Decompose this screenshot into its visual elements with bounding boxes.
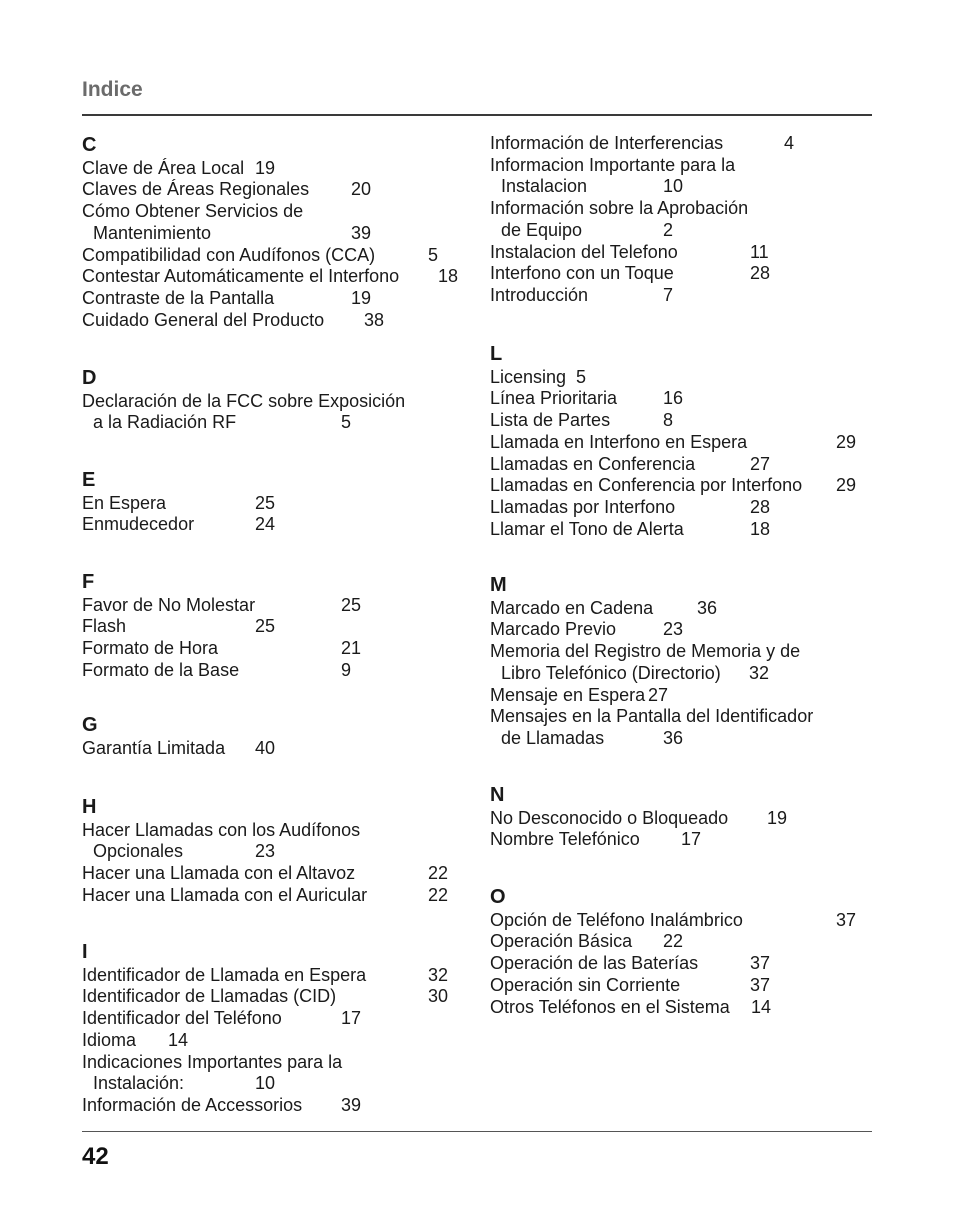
index-entry-term: Nombre Telefónico [490, 829, 640, 850]
footer-divider [82, 1131, 872, 1132]
index-entry-term: Línea Prioritaria [490, 388, 618, 409]
index-letter-heading: F [82, 571, 95, 593]
index-entry-page-number: 19 [255, 157, 276, 178]
index-entry-term: En Espera [82, 492, 167, 513]
index-letter-heading: O [490, 886, 506, 908]
index-entry-term: Cómo Obtener Servicios de [82, 201, 304, 222]
index-entry-term: Llamada en Interfono en Espera [490, 431, 748, 452]
index-entry-page-number: 5 [576, 366, 587, 387]
index-entry-term: Claves de Áreas Regionales [82, 179, 310, 200]
index-entry-term: Idioma [82, 1029, 137, 1050]
index-entry-continuation: Mantenimiento [93, 222, 212, 243]
index-entry-page-number: 39 [351, 222, 372, 243]
index-entry-term: Declaración de la FCC sobre Exposición [82, 390, 406, 411]
index-letter-heading: I [82, 941, 88, 963]
index-entry-continuation: de Llamadas [501, 727, 605, 748]
index-entry-term: Introducción [490, 284, 589, 305]
index-entry-page-number: 25 [255, 616, 276, 637]
index-entry-page-number: 28 [750, 263, 771, 284]
index-entry-term: Clave de Área Local [82, 157, 245, 178]
index-entry-term: Mensajes en la Pantalla del Identificador [490, 706, 814, 727]
index-entry-page-number: 36 [663, 727, 684, 748]
index-entry-page-number: 10 [255, 1073, 276, 1094]
page-number: 42 [82, 1143, 109, 1170]
index-entry-term: Compatibilidad con Audífonos (CCA) [82, 244, 376, 265]
index-entry-page-number: 16 [663, 388, 684, 409]
index-entry-continuation: Instalación: [93, 1073, 185, 1094]
index-entry-page-number: 5 [428, 244, 439, 265]
index-entry-term: Contraste de la Pantalla [82, 287, 275, 308]
index-entry-page-number: 11 [750, 241, 769, 262]
index-entry-page-number: 29 [836, 431, 857, 452]
index-entry-term: No Desconocido o Bloqueado [490, 807, 729, 828]
page-title: Indice [82, 78, 143, 101]
index-entry-term: Memoria del Registro de Memoria y de [490, 641, 801, 662]
index-entry-page-number: 14 [751, 996, 772, 1017]
index-letter-heading: D [82, 367, 97, 389]
index-entry-term: Mensaje en Espera [490, 684, 646, 705]
index-entry-term: Cuidado General del Producto [82, 309, 325, 330]
index-entry-term: Licensing [490, 366, 567, 387]
index-entry-term: Identificador de Llamadas (CID) [82, 986, 337, 1007]
index-entry-page-number: 19 [351, 287, 372, 308]
index-entry-term: Garantía Limitada [82, 737, 226, 758]
index-entry-term: Llamadas por Interfono [490, 496, 676, 517]
index-entry-page-number: 36 [697, 597, 718, 618]
index-letter-heading: N [490, 784, 505, 806]
index-entry-page-number: 23 [255, 841, 276, 862]
index-entry-page-number: 7 [663, 284, 674, 305]
index-entry-term: Indicaciones Importantes para la [82, 1051, 343, 1072]
index-entry-page-number: 17 [681, 829, 702, 850]
index-letter-heading: C [82, 134, 97, 156]
index-entry-page-number: 39 [341, 1094, 362, 1115]
index-entry-page-number: 17 [341, 1008, 362, 1029]
index-entry-term: Interfono con un Toque [490, 263, 674, 284]
index-entry-page-number: 32 [428, 964, 449, 985]
index-entry-page-number: 23 [663, 619, 684, 640]
index-entry-page-number: 27 [648, 684, 669, 705]
index-entry-page-number: 9 [341, 659, 352, 680]
index-entry-page-number: 21 [341, 638, 362, 659]
index-entry-page-number: 4 [784, 133, 795, 153]
index-entry-continuation: Opcionales [93, 841, 184, 862]
index-entry-page-number: 22 [663, 931, 684, 952]
index-entry-term: Instalacion del Telefono [490, 241, 678, 262]
index-entry-term: Marcado en Cadena [490, 597, 654, 618]
index-entry-continuation: Libro Telefónico (Directorio) [501, 662, 721, 683]
index-entry-page-number: 37 [836, 909, 857, 930]
index-letter-heading: G [82, 714, 98, 736]
index-entry-term: Información de Interferencias [490, 133, 724, 153]
index-entry-page-number: 38 [364, 309, 385, 330]
index-entry-continuation: Instalacion [501, 176, 588, 197]
index-entry-page-number: 30 [428, 986, 449, 1007]
index-entry-page-number: 8 [663, 410, 674, 431]
index-entry-page-number: 25 [255, 492, 276, 513]
index-entry-continuation: a la Radiación RF [93, 412, 237, 433]
index-entry-term: Opción de Teléfono Inalámbrico [490, 909, 743, 930]
index-entry-page-number: 28 [750, 496, 771, 517]
index-entry-term: Llamadas en Conferencia por Interfono [490, 475, 803, 496]
index-entry-term: Enmudecedor [82, 514, 195, 535]
index-entry-page-number: 19 [767, 807, 788, 828]
index-entry-page-number: 25 [341, 594, 362, 615]
index-entry-term: Información sobre la Aprobación [490, 198, 749, 219]
index-entry-term: Contestar Automáticamente el Interfono [82, 266, 400, 287]
index-entry-term: Operación de las Baterías [490, 953, 699, 974]
index-entry-page-number: 18 [750, 518, 771, 539]
index-entry-term: Identificador de Llamada en Espera [82, 964, 367, 985]
index-entry-term: Identificador del Teléfono [82, 1008, 282, 1029]
index-entry-page-number: 27 [750, 453, 771, 474]
index-letter-heading: H [82, 796, 97, 818]
index-entry-page-number: 18 [438, 266, 459, 287]
index-entry-page-number: 5 [341, 412, 352, 433]
index-entry-term: Marcado Previo [490, 619, 617, 640]
index-entry-term: Formato de Hora [82, 638, 219, 659]
index-entry-continuation: de Equipo [501, 219, 583, 240]
index-entry-page-number: 37 [750, 953, 771, 974]
index-entry-page-number: 29 [836, 475, 857, 496]
index-entry-term: Operación Básica [490, 931, 633, 952]
index-entry-term: Favor de No Molestar [82, 594, 256, 615]
index-entry-term: Hacer una Llamada con el Auricular [82, 884, 368, 905]
index-entry-page-number: 2 [663, 219, 674, 240]
index-entry-term: Informacion Importante para la [490, 154, 736, 175]
index-entry-term: Llamadas en Conferencia [490, 453, 696, 474]
index-entry-term: Formato de la Base [82, 659, 240, 680]
index-entry-term: Operación sin Corriente [490, 974, 681, 995]
header-divider [82, 114, 872, 116]
index-entry-page-number: 22 [428, 863, 449, 884]
index-entry-term: Otros Teléfonos en el Sistema [490, 996, 730, 1017]
index-entry-page-number: 37 [750, 974, 771, 995]
index-letter-heading: M [490, 574, 507, 596]
index-entry-page-number: 24 [255, 514, 276, 535]
index-entry-page-number: 14 [168, 1029, 189, 1050]
index-entry-term: Hacer una Llamada con el Altavoz [82, 863, 356, 884]
index-letter-heading: E [82, 469, 96, 491]
index-entry-page-number: 32 [749, 662, 770, 683]
index-entry-page-number: 40 [255, 737, 276, 758]
index-entry-term: Lista de Partes [490, 410, 611, 431]
index-entry-page-number: 10 [663, 176, 684, 197]
index-entry-term: Hacer Llamadas con los Audífonos [82, 819, 361, 840]
index-letter-heading: L [490, 343, 503, 365]
index-entry-term: Llamar el Tono de Alerta [490, 518, 684, 539]
index-entry-page-number: 20 [351, 179, 372, 200]
index-entry-term: Flash [82, 616, 127, 637]
index-entry-page-number: 22 [428, 884, 449, 905]
index-entry-term: Información de Accessorios [82, 1094, 303, 1115]
